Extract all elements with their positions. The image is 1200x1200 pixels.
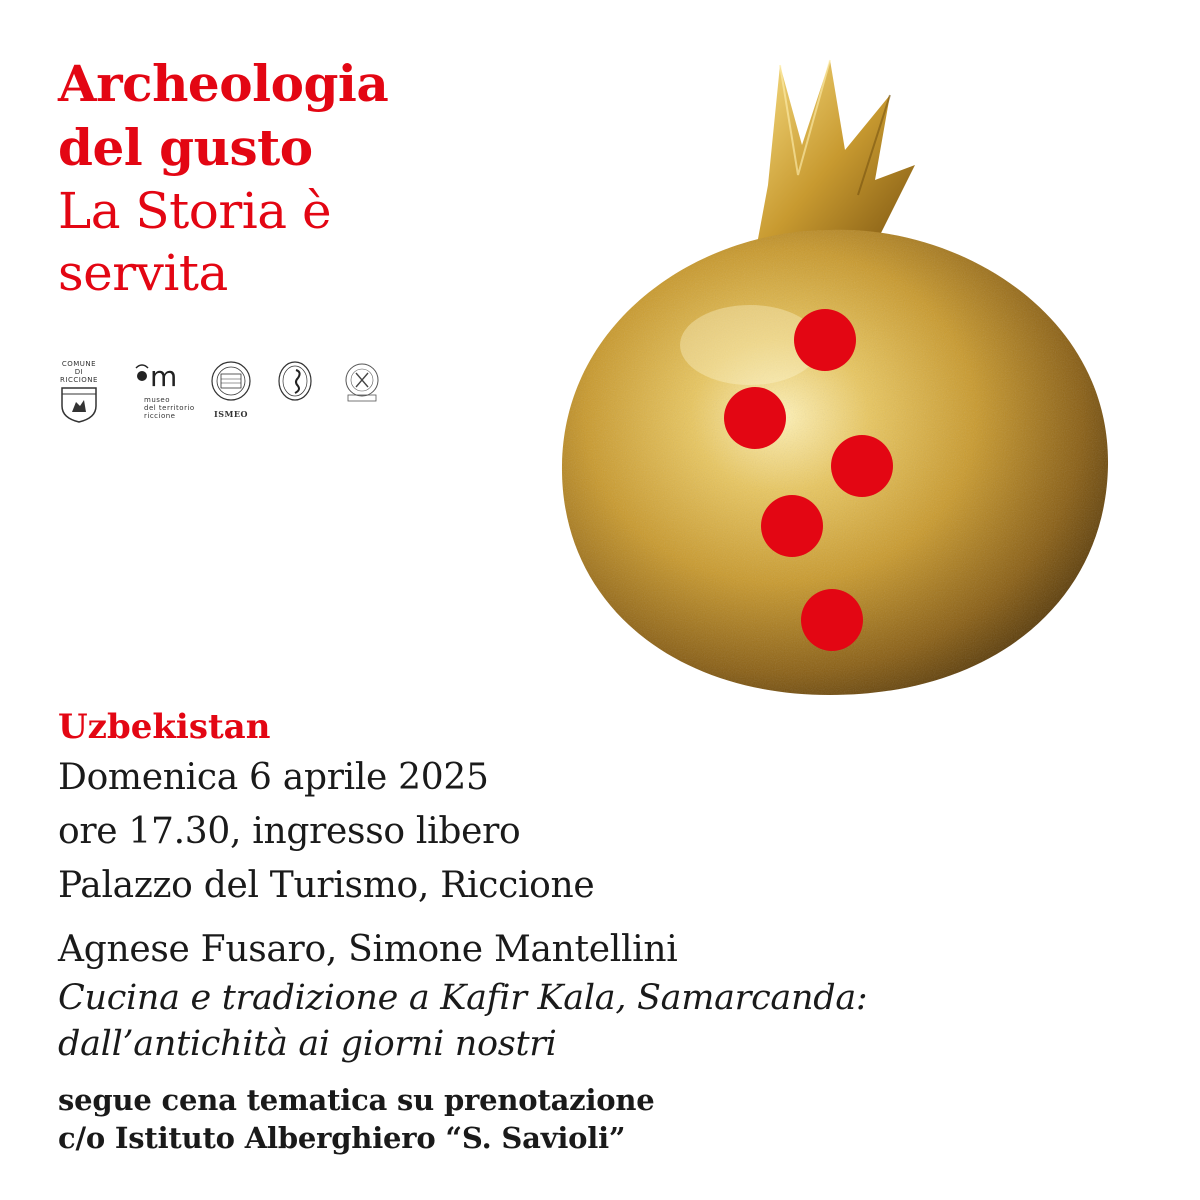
red-dot bbox=[801, 589, 863, 651]
red-dot bbox=[794, 309, 856, 371]
museo-label-2: del territorio bbox=[144, 404, 195, 412]
comune-di-riccione-crest-icon bbox=[58, 360, 100, 428]
museo-label-3: riccione bbox=[144, 412, 176, 420]
museo-label-1: museo bbox=[144, 396, 170, 404]
ismeo-label: ISMEO bbox=[214, 409, 248, 419]
subtitle-line-2: servita bbox=[58, 244, 228, 302]
talk-title-line-2: dall’antichità ai giorni nostri bbox=[58, 1024, 557, 1064]
title-line-1: Archeologia bbox=[58, 54, 389, 113]
event-date: Domenica 6 aprile 2025 bbox=[58, 757, 489, 798]
title-block bbox=[58, 52, 538, 304]
istituto-alberghiero-seal-icon bbox=[342, 360, 382, 410]
museo-mark-icon bbox=[130, 360, 190, 392]
dinner-note bbox=[58, 1081, 1158, 1157]
event-venue: Palazzo del Turismo, Riccione bbox=[58, 865, 595, 906]
red-dot bbox=[724, 387, 786, 449]
golden-pomegranate-image bbox=[540, 55, 1120, 705]
partner-logos bbox=[58, 360, 398, 420]
subtitle-line-1: La Storia è bbox=[58, 182, 332, 240]
comune-bottom-label: RICCIONE bbox=[60, 376, 98, 384]
museo-mark-letter: m bbox=[150, 360, 178, 392]
comune-top-label: COMUNE DI bbox=[61, 360, 97, 376]
red-dot bbox=[831, 435, 893, 497]
seahorse-seal-icon bbox=[276, 360, 314, 406]
ismeo-seal-icon bbox=[208, 360, 254, 418]
pomegranate-crown bbox=[755, 60, 915, 255]
talk-title-line-1: Cucina e tradizione a Kafir Kala, Samarcanda: bbox=[58, 978, 868, 1018]
event-time: ore 17.30, ingresso libero bbox=[58, 811, 521, 852]
museo-del-territorio-logo-icon bbox=[130, 360, 200, 420]
dinner-line-2: c/o Istituto Alberghiero “S. Savioli” bbox=[58, 1121, 626, 1155]
event-details bbox=[58, 751, 1158, 913]
red-dot bbox=[761, 495, 823, 557]
event-info bbox=[58, 705, 1158, 1157]
crest-shield-icon bbox=[58, 384, 100, 424]
event-country: Uzbekistan bbox=[58, 707, 271, 747]
dinner-line-1: segue cena tematica su prenotazione bbox=[58, 1083, 655, 1117]
title-line-2: del gusto bbox=[58, 118, 313, 177]
event-speakers: Agnese Fusaro, Simone Mantellini bbox=[58, 929, 678, 970]
